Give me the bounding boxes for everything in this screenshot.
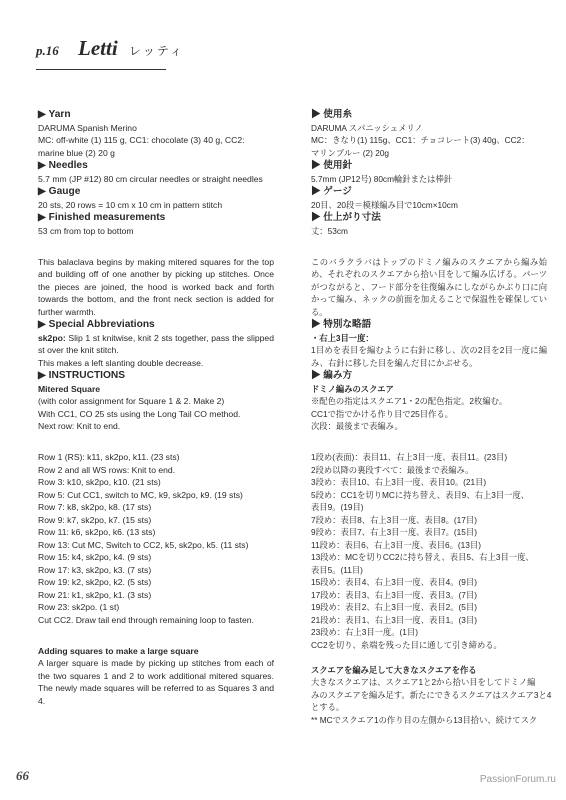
japanese-column (311, 108, 552, 726)
row-instruction-jp: CC2を切り、糸端を残った目に通して引き締める。 (311, 639, 502, 650)
needles-heading-jp: ▶ 使用針 (311, 160, 353, 171)
abbreviations-heading: ▶ Special Abbreviations (38, 319, 155, 330)
instruction-line-jp: 次段：最後まで表編み。 (311, 421, 403, 431)
row-instruction-jp: 9段め：表目7、右上3目一度、表目7。(15目) (311, 527, 477, 537)
row-instruction: Row 17: k3, sk2po, k3. (7 sts) (38, 564, 152, 575)
large-square-line-jp: みのスクエアを編み足す。新たにできるスクエアはスクエア3と4 (311, 689, 552, 700)
mitered-square-heading-jp: ドミノ編みのスクエア (311, 383, 394, 394)
row-instruction: Row 21: k1, sk2po, k1. (3 sts) (38, 589, 152, 600)
row-instruction-jp: 1段め(表面)：表目11、右上3目一度、表目11。(23目) (311, 452, 508, 462)
row-instruction-jp: 15段め：表目4、右上3目一度、表目4。(9目) (311, 577, 477, 587)
abbreviation-definition (38, 332, 274, 357)
finished-heading-jp: ▶ 仕上がり寸法 (311, 212, 381, 223)
instructions-heading: ▶ INSTRUCTIONS (38, 370, 126, 381)
row-instruction-jp: 17段め：表目3、右上3目一度、表目3。(7目) (311, 589, 477, 600)
needles-line-jp: 5.7mm (JP12号) 80cm輪針または棒針 (311, 173, 453, 184)
mitered-square-heading: Mitered Square (38, 383, 101, 394)
page-number: 66 (16, 768, 29, 783)
row-instruction: Row 5: Cut CC1, switch to MC, k9, sk2po, k9. (19 sts) (38, 489, 243, 500)
row-instruction-jp: 11段め：表目6、右上3目一度、表目6。(13目) (311, 539, 481, 550)
row-instruction-jp: 21段め：表目1、右上3目一度、表目1。(3目) (311, 614, 477, 625)
large-square-line-jp: ** MCでスクエア1の作り目の左側から13目拾い、続けてスク (311, 714, 538, 725)
yarn-heading-jp: ▶ 使用糸 (311, 109, 353, 120)
needles-heading: ▶ Needles (38, 160, 88, 171)
row-instruction-jp: 13段め：MCを切りCC2に持ち替え、表目5、右上3目一度、 (311, 552, 534, 562)
row-instruction: Row 2 and all WS rows: Knit to end. (38, 464, 176, 475)
abbreviation-term-jp: ・右上3目一度： (311, 332, 374, 343)
gauge-line: 20 sts, 20 rows = 10 cm x 10 cm in pattern stitch (38, 199, 223, 210)
page-reference: p.16 (36, 43, 59, 58)
large-square-line-jp: とする。 (311, 702, 345, 712)
large-square-line-jp: 大きなスクエアは、スクエア1と2から拾い目をしてドミノ編 (311, 677, 536, 687)
abbreviation-text: Slip 1 st knitwise, knit 2 sts together, pass the slipped st over the knit stitch. (38, 332, 274, 355)
abbreviation-note: This makes a left slanting double decrease. (38, 357, 204, 368)
pattern-title-kana: レッティ (129, 44, 184, 58)
large-square-heading: Adding squares to make a large square (38, 645, 199, 656)
row-instruction: Row 3: k10, sk2po, k10. (21 sts) (38, 477, 161, 487)
instruction-line: Next row: Knit to end. (38, 421, 121, 431)
needles-line: 5.7 mm (JP #12) 80 cm circular needles or straight needles (38, 173, 263, 184)
yarn-line: MC: off-white (1) 115 g, CC1: chocolate (3) 40 g, CC2: (38, 135, 245, 145)
large-square-paragraph: A larger square is made by picking up stitches from each of the two squares 1 and 2 to work additional mitered squares. The newly made squares will be referred to as Squares 3 and 4. (38, 658, 274, 706)
instruction-line-jp: CC1で指でかける作り目で25目作る。 (311, 408, 453, 419)
pattern-title: Letti (78, 36, 118, 60)
instruction-line: (with color assignment for Square 1 & 2. Make 2) (38, 396, 225, 406)
yarn-line-jp: マリンブルー (2) 20g (311, 147, 390, 158)
row-instruction: Row 15: k4, sk2po, k4. (9 sts) (38, 552, 152, 562)
row-instruction-jp: 23段め：右上3目一度。(1目) (311, 627, 418, 637)
gauge-heading: ▶ Gauge (38, 186, 81, 197)
row-instruction: Row 7: k8, sk2po, k8. (17 sts) (38, 502, 152, 512)
instruction-line-jp: ※配色の指定はスクエア1・2の配色指定。2枚編む。 (311, 396, 508, 406)
header-divider (36, 69, 166, 70)
yarn-heading: ▶ Yarn (38, 109, 71, 120)
row-instruction-jp: 2段め以降の裏段すべて：最後まで表編み。 (311, 464, 474, 475)
row-instruction-jp: 5段め：CC1を切りMCに持ち替え、表目9、右上3目一度、 (311, 489, 530, 500)
abbreviation-definition-jp: 1目めを表目を編むように右針に移し、次の2目を2目一度に編み、右針に移した目を編んだ目にかぶせる。 (311, 345, 547, 368)
row-instruction: Row 9: k7, sk2po, k7. (15 sts) (38, 514, 152, 525)
finished-line-jp: 丈：53cm (311, 225, 348, 236)
yarn-line: DARUMA Spanish Merino (38, 122, 137, 133)
intro-paragraph: This balaclava begins by making mitered squares for the top and building off of one another by picking up stitches. Once the pieces are joined, the hood is worked back and forth towards the bottom, and the front neck section is added for further warmth. (38, 256, 274, 317)
row-instruction-jp: 表目9。(19目) (311, 502, 364, 512)
english-column (38, 108, 274, 707)
gauge-heading-jp: ▶ ゲージ (311, 186, 352, 197)
row-instruction-jp: 7段め：表目8、右上3目一度、表目8。(17目) (311, 514, 477, 525)
row-instruction-jp: 19段め：表目2、右上3目一度、表目2。(5目) (311, 602, 477, 612)
abbreviations-heading-jp: ▶ 特別な略語 (311, 319, 372, 330)
row-instruction-jp: 3段め：表目10、右上3目一度、表目10。(21目) (311, 477, 487, 487)
row-instruction: Cut CC2. Draw tail end through remaining loop to fasten. (38, 614, 254, 625)
watermark: PassionForum.ru (479, 774, 556, 785)
row-instruction: Row 11: k6, sk2po, k6. (13 sts) (38, 527, 156, 537)
row-instruction: Row 1 (RS): k11, sk2po, k11. (23 sts) (38, 452, 180, 462)
gauge-line-jp: 20目、20段＝模様編み目で10cm×10cm (311, 199, 458, 210)
large-square-heading-jp: スクエアを編み足して大きなスクエアを作る (311, 664, 477, 675)
intro-paragraph-jp: このバラクラバはトップのドミノ編みのスクエアから編み始め、それぞれのスクエアから拾い目をして編み広げる。パーツがつながると、フード部分を往復編みにしながらかぶり口に向かって編み、ネックの前面を加えることで保温性を確保している。 (311, 256, 547, 317)
yarn-line-jp: MC：きなり(1) 115g、CC1：チョコレート(3) 40g、CC2： (311, 135, 530, 145)
instructions-heading-jp: ▶ 編み方 (311, 370, 353, 381)
yarn-line-jp: DARUMA スパニッシュメリノ (311, 122, 423, 133)
row-instruction: Row 23: sk2po. (1 st) (38, 602, 120, 612)
finished-heading: ▶ Finished measurements (38, 212, 166, 223)
yarn-line: marine blue (2) 20 g (38, 147, 115, 158)
row-instruction: Row 13: Cut MC, Switch to CC2, k5, sk2po, k5. (11 sts) (38, 539, 249, 550)
instruction-line: With CC1, CO 25 sts using the Long Tail CO method. (38, 408, 241, 419)
abbreviation-term: sk2po: (38, 332, 66, 343)
row-instruction-jp: 表目5。(11目) (311, 564, 363, 575)
page-header (36, 36, 196, 72)
finished-line: 53 cm from top to bottom (38, 225, 134, 236)
row-instruction: Row 19: k2, sk2po, k2. (5 sts) (38, 577, 152, 587)
